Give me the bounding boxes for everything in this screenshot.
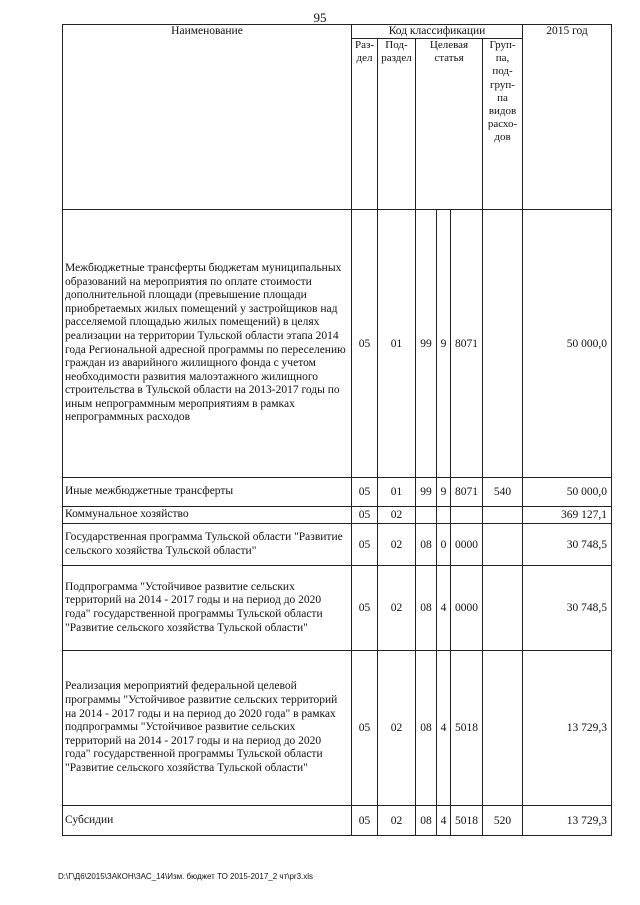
row-name: Коммунальное хозяйство (63, 507, 352, 524)
row-target-article-program: 08 (416, 566, 437, 651)
row-amount: 369 127,1 (523, 507, 612, 524)
row-target-article-program: 99 (416, 210, 437, 478)
row-name: Субсидии (63, 806, 352, 836)
table-row (63, 566, 612, 651)
table-row (63, 806, 612, 836)
row-subsection: 01 (378, 478, 416, 507)
row-target-article-direction (451, 507, 483, 524)
row-amount: 13 729,3 (523, 806, 612, 836)
row-section: 05 (352, 806, 378, 836)
row-target-article-direction: 0000 (451, 566, 483, 651)
budget-table (62, 24, 612, 836)
row-amount: 30 748,5 (523, 524, 612, 566)
header-expense-group: Груп- па, под- груп- па видов расхо- дов (483, 39, 523, 210)
row-target-article-direction: 8071 (451, 478, 483, 507)
row-section: 05 (352, 478, 378, 507)
row-target-article-subprogram: 4 (437, 566, 451, 651)
file-path-footer: D:\Г\Д6\2015\ЗАКОН\ЗАС_14\Изм. бюджет ТО 2015-2017_2 чт\pr3.xls (58, 872, 314, 881)
table-row (63, 651, 612, 806)
table-row (63, 507, 612, 524)
row-amount: 50 000,0 (523, 478, 612, 507)
row-target-article-subprogram (437, 507, 451, 524)
row-target-article-program: 08 (416, 651, 437, 806)
row-subsection: 02 (378, 651, 416, 806)
row-expense-group (483, 210, 523, 478)
row-section: 05 (352, 651, 378, 806)
row-target-article-subprogram: 0 (437, 524, 451, 566)
row-section: 05 (352, 507, 378, 524)
row-expense-group: 540 (483, 478, 523, 507)
row-amount: 13 729,3 (523, 651, 612, 806)
row-target-article-direction: 5018 (451, 806, 483, 836)
row-name: Межбюджетные трансферты бюджетам муниципальных образований на мероприятия по оплате стоимости дополнительной площади (превышение площади приобретаемых жилых помещений у застройщиков над расселяемой площадью жилых помещений) в целях реализации на территории Тульской области этапа 2014 года Региональной адресной программы по переселению граждан из аварийного жилищного фонда с учетом необходимости развития малоэтажного жилищного строительства в Тульской области на 2013-2017 годы по иным непрограммным мероприятиям в рамках непрограммных расходов (63, 210, 352, 478)
row-section: 05 (352, 210, 378, 478)
row-target-article-program: 08 (416, 524, 437, 566)
header-year: 2015 год (523, 25, 612, 210)
row-target-article-direction: 0000 (451, 524, 483, 566)
row-target-article-program (416, 507, 437, 524)
row-expense-group (483, 566, 523, 651)
row-target-article-direction: 8071 (451, 210, 483, 478)
table-row (63, 478, 612, 507)
table-row (63, 524, 612, 566)
row-name: Государственная программа Тульской области "Развитие сельского хозяйства Тульской области" (63, 524, 352, 566)
row-expense-group (483, 524, 523, 566)
header-subsection: Под- раздел (378, 39, 416, 210)
row-expense-group (483, 507, 523, 524)
row-target-article-program: 08 (416, 806, 437, 836)
row-amount: 30 748,5 (523, 566, 612, 651)
header-target-article: Целевая статья (416, 39, 483, 210)
row-subsection: 02 (378, 806, 416, 836)
row-subsection: 02 (378, 507, 416, 524)
row-name: Реализация мероприятий федеральной целевой программы "Устойчивое развитие сельских территорий на 2014 - 2017 годы и на период до 2020 года" в рамках подпрограммы "Устойчивое развитие сельских территорий на 2014 - 2017 годы и на период до 2020 года" государственной программы Тульской области "Развитие сельского хозяйства Тульской области" (63, 651, 352, 806)
table-row (63, 210, 612, 478)
row-target-article-subprogram: 9 (437, 210, 451, 478)
row-target-article-direction: 5018 (451, 651, 483, 806)
row-subsection: 02 (378, 524, 416, 566)
header-code-group: Код классификации (352, 25, 523, 39)
row-target-article-subprogram: 4 (437, 651, 451, 806)
row-subsection: 01 (378, 210, 416, 478)
row-target-article-subprogram: 9 (437, 478, 451, 507)
row-subsection: 02 (378, 566, 416, 651)
row-expense-group (483, 651, 523, 806)
row-amount: 50 000,0 (523, 210, 612, 478)
row-target-article-subprogram: 4 (437, 806, 451, 836)
row-target-article-program: 99 (416, 478, 437, 507)
row-section: 05 (352, 524, 378, 566)
row-expense-group: 520 (483, 806, 523, 836)
page-number: 95 (313, 10, 327, 25)
row-name: Иные межбюджетные трансферты (63, 478, 352, 507)
header-row-top (63, 25, 612, 39)
row-section: 05 (352, 566, 378, 651)
header-section: Раз- дел (352, 39, 378, 210)
header-name: Наименование (63, 25, 352, 210)
row-name: Подпрограмма "Устойчивое развитие сельских территорий на 2014 - 2017 годы и на период до 2020 года" государственной программы Тульской области "Развитие сельского хозяйства Тульской области" (63, 566, 352, 651)
